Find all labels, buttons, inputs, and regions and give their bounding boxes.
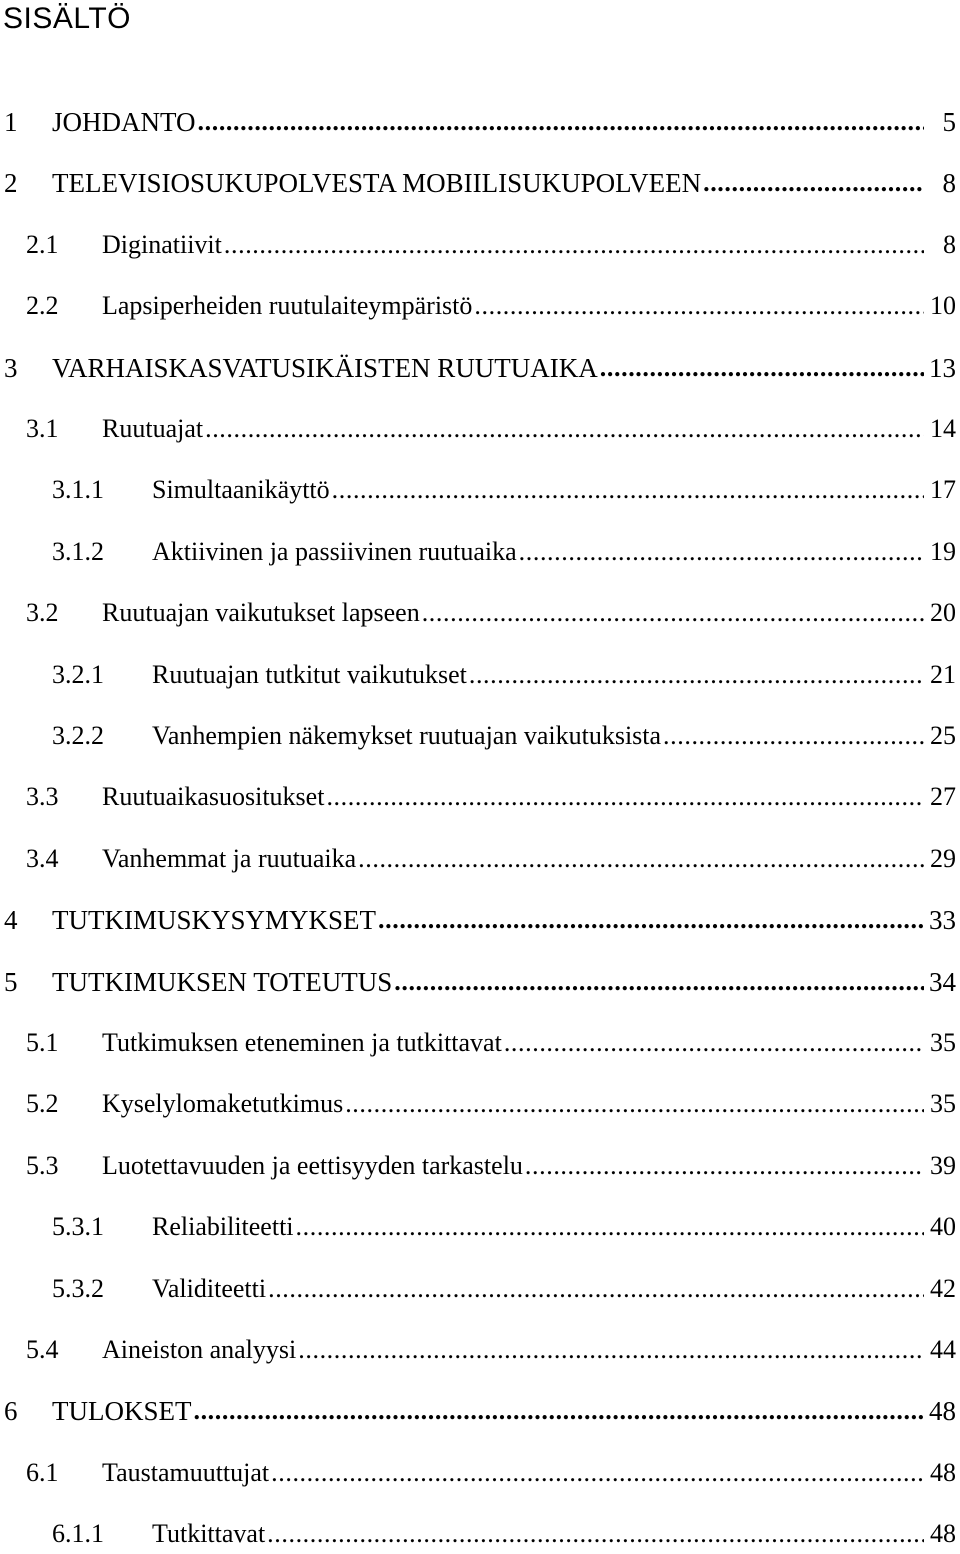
toc-entry[interactable] [0, 1391, 960, 1431]
toc-entry-number: 3.3 [26, 782, 59, 812]
toc-entry-leader [102, 1332, 924, 1368]
toc-entry-title: Taustamuuttujat [102, 1455, 271, 1491]
toc-entry-page-number: 48 [930, 1519, 956, 1549]
toc-entry-title: Tutkimuksen eteneminen ja tutkittavat [102, 1025, 504, 1061]
toc-entry[interactable] [0, 839, 960, 879]
toc-entry-page-number: 44 [930, 1335, 956, 1364]
toc-entry-page-number: 20 [930, 598, 956, 628]
toc-entry-page-number: 35 [930, 1089, 956, 1119]
dot-leader [296, 1209, 924, 1245]
toc-entry-title: Simultaanikäyttö [152, 472, 332, 508]
toc-entry-title: Vanhemmat ja ruutuaika [102, 841, 358, 877]
toc-entry[interactable] [0, 1453, 960, 1493]
toc-entry-title: Diginatiivit [102, 227, 224, 263]
toc-entry-number: 3 [4, 352, 18, 383]
dot-leader [271, 1455, 924, 1491]
toc-entry-title: Kyselylomaketutkimus [102, 1086, 345, 1122]
toc-entry-title: TUTKIMUKSEN TOTEUTUS [52, 964, 394, 1000]
toc-entry-page-number: 19 [930, 536, 956, 566]
toc-entry-number: 3.1.1 [52, 475, 104, 505]
toc-entry-page-number: 17 [930, 475, 956, 505]
toc-entry-title: Aineiston analyysi [102, 1332, 298, 1368]
toc-entry-number: 5.3.1 [52, 1212, 104, 1242]
toc-entry-page-number: 48 [929, 1396, 956, 1427]
toc-entry[interactable] [0, 1084, 960, 1124]
dot-leader [469, 657, 924, 693]
dot-leader [394, 964, 924, 1000]
dot-leader [298, 1332, 924, 1368]
toc-entry-leader [52, 964, 924, 1000]
toc-entry-number: 5 [4, 966, 18, 997]
toc-entry-number: 4 [4, 905, 18, 936]
toc-entry[interactable] [0, 777, 960, 817]
dot-leader [268, 1271, 924, 1307]
toc-entry-leader [52, 1393, 924, 1429]
dot-leader [519, 534, 924, 570]
toc-entry-page-number: 33 [929, 905, 956, 936]
toc-entry-page-number: 40 [930, 1212, 956, 1242]
toc-entry-page-number: 29 [930, 843, 956, 873]
toc-entry[interactable] [0, 1207, 960, 1247]
toc-entry-leader [152, 1516, 924, 1552]
dot-leader [345, 1086, 924, 1122]
toc-entry-leader [52, 165, 924, 201]
dot-leader [703, 165, 924, 201]
toc-entry-title: Ruutuajat [102, 411, 205, 447]
toc-entry-page-number: 39 [930, 1150, 956, 1180]
dot-leader [205, 411, 924, 447]
toc-entry-number: 2 [4, 168, 18, 199]
toc-entry-number: 3.4 [26, 843, 59, 873]
toc-entry-page-number: 21 [930, 659, 956, 689]
toc-entry-leader [152, 472, 924, 508]
dot-leader [378, 902, 924, 938]
toc-entry-title: TULOKSET [52, 1393, 193, 1429]
toc-entry-number: 3.2 [26, 598, 59, 628]
dot-leader [474, 288, 924, 324]
toc-entry[interactable] [0, 348, 960, 388]
toc-entry[interactable] [0, 1146, 960, 1186]
dot-leader [663, 718, 924, 754]
toc-entry-leader [102, 288, 924, 324]
toc-entry[interactable] [0, 409, 960, 449]
toc-entry[interactable] [0, 532, 960, 572]
toc-entry-title: Vanhempien näkemykset ruutuajan vaikutuksista [152, 718, 663, 754]
toc-entry-title: TUTKIMUSKYSYMYKSET [52, 902, 378, 938]
toc-entry-leader [102, 841, 924, 877]
toc-entry-leader [102, 779, 924, 815]
toc-entry-leader [52, 902, 924, 938]
toc-entry[interactable] [0, 962, 960, 1002]
dot-leader [193, 1393, 924, 1429]
toc-entry-leader [102, 227, 924, 263]
dot-leader [600, 350, 924, 386]
toc-heading: SISÄLTÖ [3, 2, 131, 35]
toc-entry-number: 2.2 [26, 291, 59, 321]
toc-entry-page-number: 25 [930, 721, 956, 750]
toc-entry[interactable] [0, 163, 960, 203]
toc-entry-leader [152, 1209, 924, 1245]
toc-entry[interactable] [0, 470, 960, 510]
toc-entry-page-number: 5 [942, 107, 956, 137]
toc-entry-number: 6.1 [26, 1457, 59, 1487]
dot-leader [358, 841, 924, 877]
toc-entry-title: Validiteetti [152, 1271, 268, 1307]
toc-entry-page-number: 13 [929, 352, 956, 383]
toc-entry-number: 3.1.2 [52, 536, 104, 566]
toc-entry-number: 6 [4, 1396, 18, 1427]
toc-entry[interactable] [0, 1269, 960, 1309]
toc-entry-title: Lapsiperheiden ruutulaiteympäristö [102, 288, 474, 324]
toc-entry-title: Aktiivinen ja passiivinen ruutuaika [152, 534, 519, 570]
toc-entry-leader [152, 1271, 924, 1307]
toc-entry-number: 6.1.1 [52, 1519, 104, 1549]
dot-leader [224, 227, 924, 263]
toc-entry-leader [52, 350, 924, 386]
toc-entry-number: 1 [4, 107, 18, 137]
toc-entry[interactable] [0, 1514, 960, 1554]
toc-entry-number: 5.1 [26, 1028, 59, 1057]
toc-entry[interactable] [0, 1023, 960, 1063]
toc-entry-leader [102, 1455, 924, 1491]
toc-entry-title: TELEVISIOSUKUPOLVESTA MOBIILISUKUPOLVEEN [52, 165, 703, 201]
dot-leader [198, 104, 924, 140]
toc-entry[interactable] [0, 286, 960, 326]
toc-entry-page-number: 27 [930, 782, 956, 812]
toc-entry-leader [102, 595, 924, 631]
toc-entry-title: Reliabiliteetti [152, 1209, 296, 1245]
toc-entry-leader [102, 1025, 924, 1061]
toc-entry-title: JOHDANTO [52, 104, 198, 140]
toc-entry-number: 5.4 [26, 1335, 59, 1364]
toc-entry-leader [102, 411, 924, 447]
dot-leader [525, 1148, 924, 1184]
toc-entry-number: 3.2.1 [52, 659, 104, 689]
toc-entry-page-number: 42 [930, 1273, 956, 1303]
toc-entry[interactable] [0, 900, 960, 940]
toc-entry-number: 3.1 [26, 414, 59, 443]
toc-entry[interactable] [0, 225, 960, 265]
toc-entry-leader [152, 657, 924, 693]
toc-entry-page-number: 34 [929, 966, 956, 997]
toc-entry[interactable] [0, 655, 960, 695]
toc-entry-title: Luotettavuuden ja eettisyyden tarkastelu [102, 1148, 525, 1184]
toc-entry-leader [102, 1148, 924, 1184]
toc-entry[interactable] [0, 593, 960, 633]
toc-entry-number: 2.1 [26, 229, 59, 259]
toc-entry-page-number: 8 [942, 168, 956, 199]
toc-entry-title: Ruutuaikasuositukset [102, 779, 326, 815]
dot-leader [326, 779, 924, 815]
toc-entry-page-number: 14 [930, 414, 956, 443]
toc-entry[interactable] [0, 716, 960, 756]
toc-entry-number: 5.3.2 [52, 1273, 104, 1303]
toc-entry-leader [152, 718, 924, 754]
toc-entry[interactable] [0, 102, 960, 142]
toc-entry-title: VARHAISKASVATUSIKÄISTEN RUUTUAIKA [52, 350, 600, 386]
toc-entry-title: Tutkittavat [152, 1516, 267, 1552]
toc-entry-page-number: 10 [930, 291, 956, 321]
toc-entry-page-number: 48 [930, 1457, 956, 1487]
toc-entry-leader [102, 1086, 924, 1122]
toc-entry-page-number: 35 [930, 1028, 956, 1057]
dot-leader [332, 472, 924, 508]
toc-entry-page-number: 8 [943, 229, 956, 259]
toc-entry-number: 5.2 [26, 1089, 59, 1119]
toc-entry-number: 5.3 [26, 1150, 59, 1180]
toc-entry-leader [52, 104, 924, 140]
toc-entry-title: Ruutuajan tutkitut vaikutukset [152, 657, 469, 693]
toc-entry-leader [152, 534, 924, 570]
toc-entry-title: Ruutuajan vaikutukset lapseen [102, 595, 422, 631]
dot-leader [504, 1025, 924, 1061]
toc-entry-number: 3.2.2 [52, 721, 104, 750]
dot-leader [267, 1516, 924, 1552]
toc-entry[interactable] [0, 1330, 960, 1370]
dot-leader [422, 595, 924, 631]
